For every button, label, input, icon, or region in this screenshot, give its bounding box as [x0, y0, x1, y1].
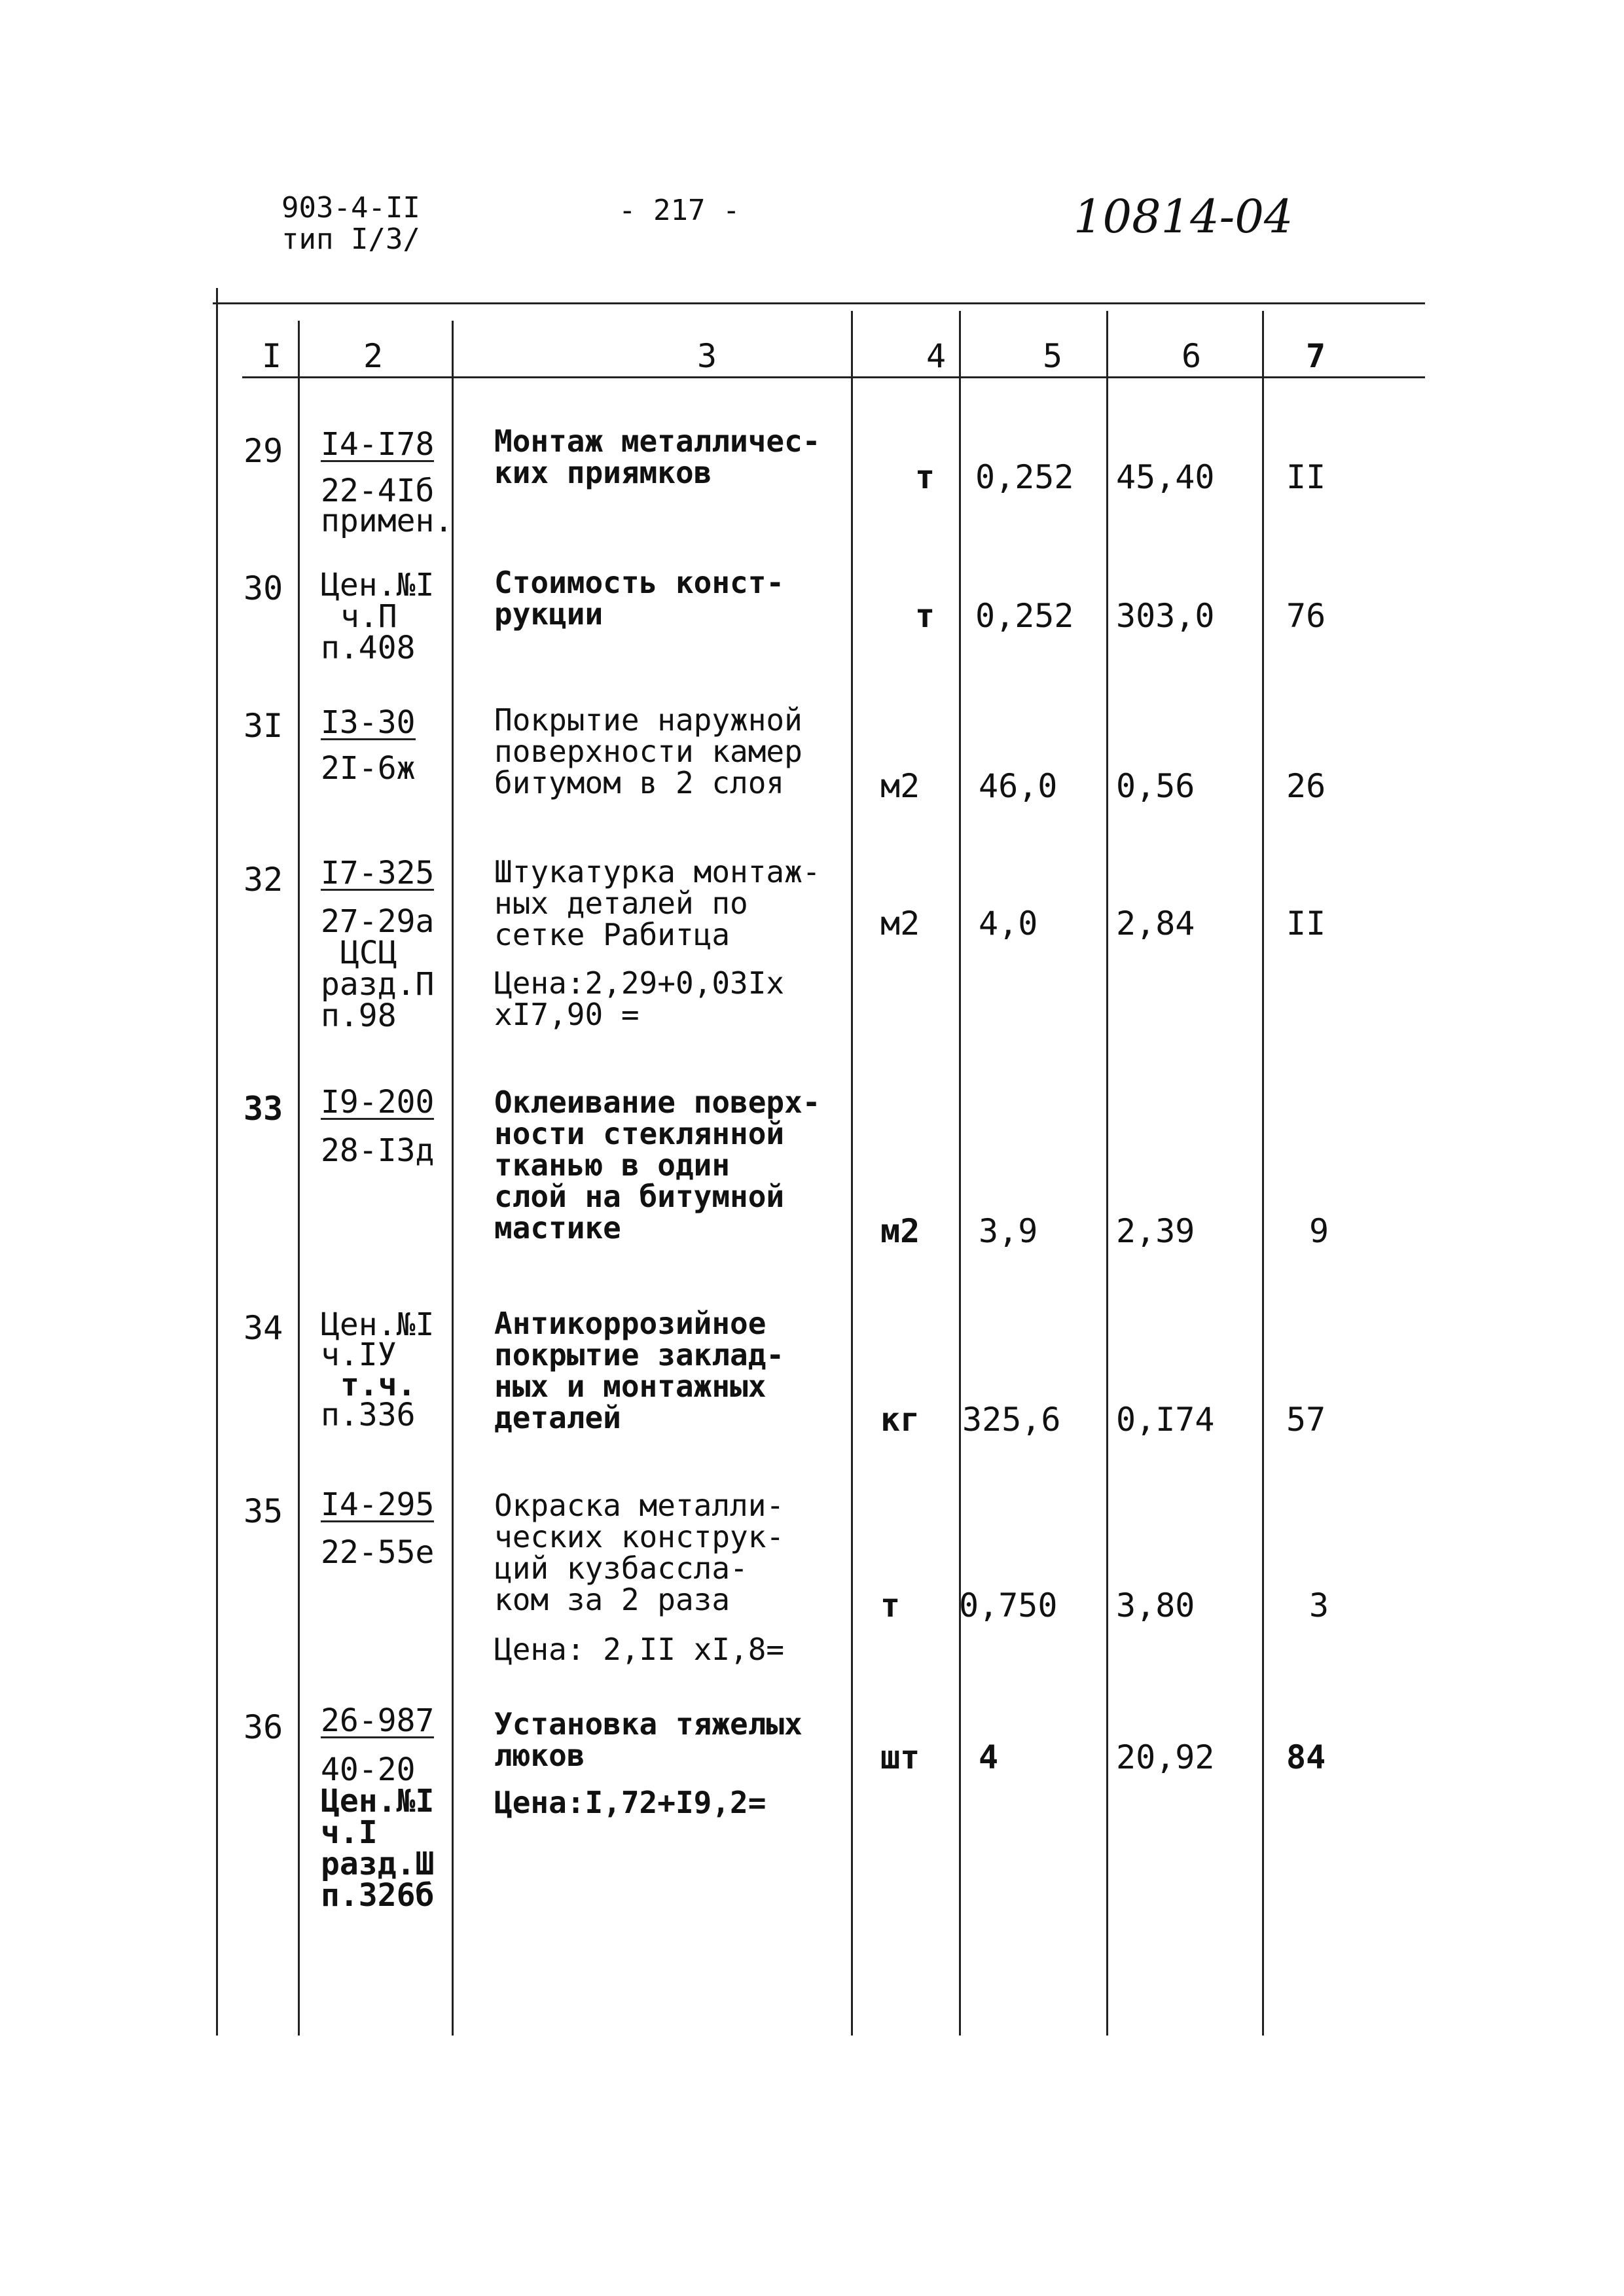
- work-description: ких приямков: [494, 455, 712, 490]
- norm-code-detail: т.ч.: [340, 1367, 416, 1403]
- work-description: ных деталей по: [494, 886, 748, 921]
- column-divider-6: [1262, 311, 1264, 2036]
- total-cost: 84: [1286, 1738, 1326, 1776]
- work-description: рукции: [494, 596, 604, 632]
- column-number-1: I: [261, 337, 282, 375]
- total-cost: II: [1286, 905, 1326, 942]
- price-calculation: Цена:I,72+I9,2=: [494, 1785, 767, 1820]
- unit-price: 45,40: [1116, 458, 1215, 496]
- work-description: Установка тяжелых: [494, 1706, 803, 1742]
- norm-code-detail: п.326б: [321, 1877, 435, 1914]
- unit: м2: [880, 1212, 920, 1250]
- work-description: Оклеивание поверх-: [494, 1085, 821, 1120]
- unit-price: 303,0: [1116, 597, 1215, 635]
- norm-code-detail: п.408: [321, 630, 416, 666]
- work-description: Покрытие наружной: [494, 702, 803, 738]
- norm-code-detail: 28-I3д: [321, 1132, 435, 1169]
- unit-price: 0,56: [1116, 767, 1195, 805]
- quantity: 0,252: [975, 458, 1074, 496]
- norm-code-main: Цен.№I: [321, 1306, 435, 1343]
- norm-code-detail: примен.: [321, 503, 454, 539]
- total-cost: II: [1286, 458, 1326, 496]
- unit: м2: [880, 767, 920, 805]
- norm-code: [321, 857, 434, 891]
- norm-code-detail: разд.Ш: [321, 1846, 435, 1882]
- work-description: ций кузбассла-: [494, 1551, 748, 1586]
- work-description: ческих конструк-: [494, 1519, 785, 1554]
- unit: т: [915, 458, 935, 496]
- handwritten-number: 10814-04: [1074, 190, 1293, 243]
- column-number-4: 4: [926, 337, 947, 375]
- norm-code-main: I3-30: [321, 704, 416, 741]
- column-number-2: 2: [363, 337, 384, 375]
- norm-code-detail: ч.I: [321, 1814, 378, 1851]
- document-type: тип I/3/: [281, 223, 420, 256]
- norm-code-detail: п.98: [321, 997, 397, 1034]
- price-calculation: Цена:2,29+0,03Iх: [494, 965, 785, 1001]
- quantity: 0,252: [975, 597, 1074, 635]
- column-divider-3: [851, 311, 853, 2036]
- work-description: Антикоррозийное: [494, 1306, 767, 1341]
- norm-code-main: I4-295: [321, 1486, 435, 1523]
- row-number: 30: [244, 569, 283, 607]
- price-calculation: Цена: 2,II хI,8=: [494, 1632, 785, 1667]
- column-divider-5: [1106, 311, 1108, 2036]
- total-cost: 26: [1286, 767, 1326, 805]
- norm-code-detail: Цен.№I: [321, 1783, 435, 1820]
- work-description: деталей: [494, 1400, 621, 1435]
- total-cost: 3: [1309, 1587, 1329, 1624]
- norm-code-detail: п.336: [321, 1397, 416, 1433]
- table-left-border: [216, 288, 218, 2036]
- norm-code-detail: разд.П: [321, 966, 435, 1003]
- table-header-rule: [242, 376, 1425, 378]
- work-description: Монтаж металличес-: [494, 423, 821, 459]
- unit: т: [915, 597, 935, 635]
- work-description: люков: [494, 1738, 585, 1773]
- norm-code-main: I7-325: [321, 855, 435, 891]
- norm-code: [321, 1086, 434, 1120]
- unit-price: 2,84: [1116, 905, 1195, 942]
- quantity: 4: [979, 1738, 999, 1776]
- norm-code-main: Цен.№I: [321, 567, 435, 603]
- price-calculation: хI7,90 =: [494, 997, 640, 1032]
- row-number: 34: [244, 1309, 283, 1347]
- row-number: 33: [244, 1090, 283, 1128]
- document-code: 903-4-II: [281, 191, 420, 224]
- row-number: 35: [244, 1492, 283, 1530]
- quantity: 3,9: [979, 1212, 1038, 1250]
- quantity: 46,0: [979, 767, 1058, 805]
- unit-price: 0,I74: [1116, 1401, 1215, 1439]
- column-divider-4: [959, 311, 961, 2036]
- norm-code: [321, 426, 435, 463]
- work-description: сетке Рабитца: [494, 917, 731, 952]
- work-description: Окраска металли-: [494, 1488, 785, 1523]
- work-description: слой на битумной: [494, 1179, 785, 1214]
- column-number-6: 6: [1181, 337, 1202, 375]
- work-description: ных и монтажных: [494, 1369, 767, 1404]
- work-description: поверхности камер: [494, 734, 803, 769]
- row-number: 36: [244, 1708, 283, 1746]
- norm-code-detail: 40-20: [321, 1751, 416, 1788]
- unit: кг: [880, 1401, 920, 1439]
- column-number-7: 7: [1305, 337, 1326, 375]
- page-number: - 217 -: [619, 194, 740, 227]
- norm-code: [321, 704, 416, 741]
- work-description: ности стеклянной: [494, 1116, 785, 1151]
- norm-code-detail: ч.П: [340, 598, 397, 635]
- norm-code-main: 26-987: [321, 1702, 435, 1739]
- total-cost: 9: [1309, 1212, 1329, 1250]
- norm-code: [321, 1702, 435, 1739]
- norm-code-detail: ЦСЦ: [340, 935, 397, 971]
- work-description: покрытие заклад-: [494, 1337, 785, 1372]
- unit: т: [880, 1587, 901, 1624]
- work-description: Штукатурка монтаж-: [494, 854, 821, 889]
- work-description: Стоимость конст-: [494, 565, 785, 600]
- total-cost: 57: [1286, 1401, 1326, 1439]
- work-description: ком за 2 раза: [494, 1582, 731, 1617]
- row-number: 3I: [244, 707, 283, 745]
- column-number-3: 3: [696, 337, 717, 375]
- norm-code-main: I4-I78: [321, 426, 435, 463]
- unit-price: 20,92: [1116, 1738, 1215, 1776]
- work-description: битумом в 2 слоя: [494, 765, 785, 800]
- column-number-5: 5: [1042, 337, 1063, 375]
- quantity: 325,6: [962, 1401, 1061, 1439]
- unit-price: 3,80: [1116, 1587, 1195, 1624]
- unit: шт: [880, 1738, 920, 1776]
- norm-code-detail: 2I-6ж: [321, 750, 416, 787]
- quantity: 4,0: [979, 905, 1038, 942]
- norm-code-detail: ч.IУ: [321, 1336, 397, 1373]
- quantity: 0,750: [959, 1587, 1058, 1624]
- norm-code: [321, 1486, 435, 1523]
- row-number: 29: [244, 432, 283, 470]
- row-number: 32: [244, 861, 283, 899]
- column-divider-2: [452, 321, 454, 2036]
- work-description: мастике: [494, 1210, 621, 1246]
- norm-code-detail: 22-4Iб: [321, 473, 435, 509]
- norm-code-main: I9-200: [321, 1084, 435, 1121]
- norm-code-detail: 22-55е: [321, 1534, 435, 1571]
- total-cost: 76: [1286, 597, 1326, 635]
- column-divider-1: [298, 321, 300, 2036]
- unit-price: 2,39: [1116, 1212, 1195, 1250]
- unit: м2: [880, 905, 920, 942]
- norm-code-detail: 27-29а: [321, 903, 435, 940]
- work-description: тканью в один: [494, 1147, 731, 1183]
- table-top-rule: [213, 302, 1425, 304]
